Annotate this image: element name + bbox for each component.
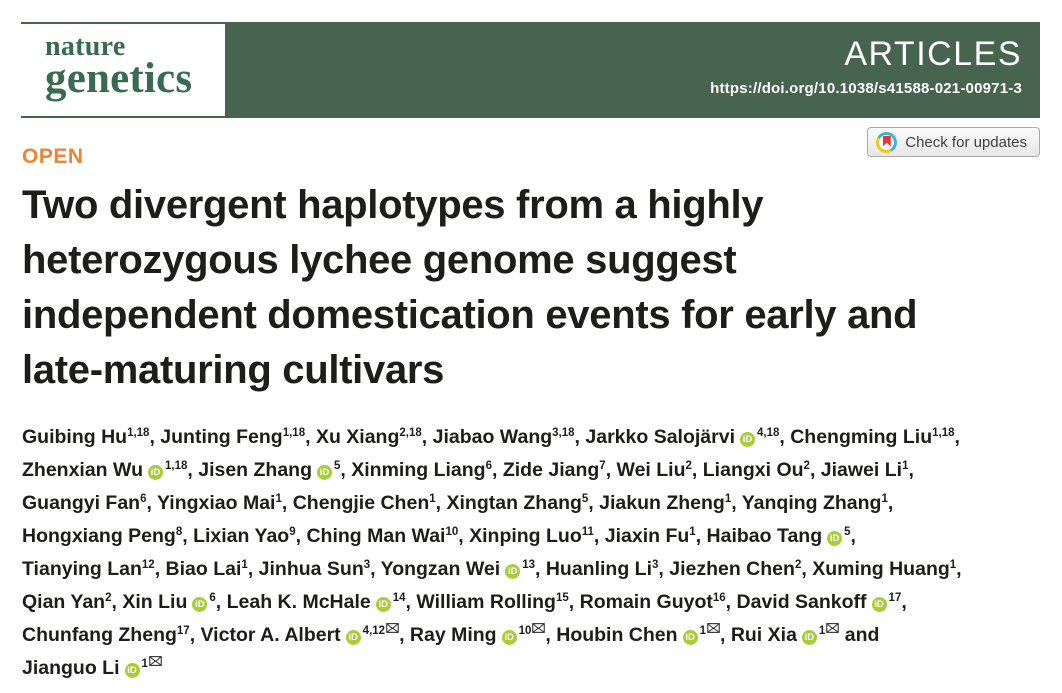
author <box>22 558 166 580</box>
author-name: Xu Xiang <box>315 426 400 448</box>
author-affiliation-superscript: 1 <box>429 493 436 505</box>
author-name: Rui Xia <box>730 624 797 646</box>
author-separator: , <box>340 459 352 481</box>
author <box>410 624 556 646</box>
author-affiliation-superscript: 2 <box>685 460 692 472</box>
author-line <box>22 553 1058 586</box>
author-affiliation-superscript: 2 <box>803 460 810 472</box>
author-affiliation-superscript: 2,18 <box>399 427 422 439</box>
author <box>201 624 410 646</box>
author-name: Jiakun Zheng <box>599 492 725 514</box>
author-separator: , <box>435 492 447 514</box>
title-line: late-maturing cultivars <box>22 348 445 392</box>
orcid-icon[interactable]: iD <box>317 465 332 480</box>
author-affiliation-superscript: 1 <box>141 658 148 670</box>
author-separator: , <box>187 459 199 481</box>
author <box>617 459 703 481</box>
author-name: Ching Man Wai <box>306 525 446 547</box>
author-name: Jinhua Sun <box>258 558 364 580</box>
journal-banner <box>21 22 1040 118</box>
author-separator: , <box>658 558 670 580</box>
author-name: Guibing Hu <box>22 426 128 448</box>
author-name: Qian Yan <box>22 591 106 613</box>
author-name: Yanqing Zhang <box>741 492 882 514</box>
author-name: Xingtan Zhang <box>446 492 582 514</box>
author-separator: , <box>809 459 821 481</box>
author-affiliation-superscript: 7 <box>599 460 606 472</box>
author-affiliation-superscript: 3,18 <box>552 427 575 439</box>
orcid-icon[interactable]: iD <box>376 597 391 612</box>
author-separator: , <box>695 525 707 547</box>
orcid-icon[interactable]: iD <box>505 564 520 579</box>
author-separator: , <box>908 459 914 481</box>
author <box>433 426 586 448</box>
author-separator: , <box>691 459 703 481</box>
author-affiliation-superscript: 1 <box>241 559 248 571</box>
author <box>293 492 447 514</box>
author-name: Jiezhen Chen <box>669 558 795 580</box>
journal-logo <box>21 24 225 116</box>
author <box>22 525 193 547</box>
author-separator: , <box>305 426 316 448</box>
author-separator: , <box>605 459 617 481</box>
author-line <box>22 619 1058 652</box>
author-affiliation-superscript: 15 <box>555 592 569 604</box>
check-for-updates-button[interactable] <box>867 127 1040 157</box>
author-affiliation-superscript: 1 <box>689 526 696 538</box>
author-name: Jianguo Li <box>22 657 120 679</box>
author-name: Jiabao Wang <box>432 426 553 448</box>
author-separator: , <box>568 591 580 613</box>
author <box>22 657 162 679</box>
author <box>381 558 546 580</box>
author-separator: , <box>574 426 586 448</box>
author-name: Victor A. Albert <box>200 624 341 646</box>
author-line <box>22 487 1058 520</box>
author-separator: , <box>534 558 546 580</box>
author <box>821 459 914 481</box>
author-affiliation-superscript: 1 <box>699 625 706 637</box>
author <box>503 459 617 481</box>
orcid-icon[interactable]: iD <box>740 432 755 447</box>
author-line <box>22 454 1058 487</box>
author-affiliation-superscript: 4,18 <box>756 427 780 439</box>
author-name: Biao Lai <box>165 558 242 580</box>
author-name: Zhenxian Wu <box>22 459 143 481</box>
author <box>22 624 201 646</box>
section-label: ARTICLES <box>844 35 1022 73</box>
author-name: Liangxi Ou <box>702 459 804 481</box>
author-affiliation-superscript: 8 <box>175 526 183 538</box>
check-for-updates-label: Check for updates <box>905 133 1027 151</box>
author-name: Xinming Liang <box>351 459 486 481</box>
author-affiliation-superscript: 5 <box>581 493 589 505</box>
author-affiliation-superscript: 1,18 <box>282 427 306 439</box>
author-name: Jisen Zhang <box>198 459 312 481</box>
open-access-label: OPEN <box>22 145 84 168</box>
author-affiliation-superscript: 5 <box>844 526 851 538</box>
author <box>703 459 821 481</box>
author <box>585 426 790 448</box>
author-name: Xuming Huang <box>812 558 950 580</box>
author <box>812 558 961 580</box>
author-affiliation-superscript: 3 <box>363 559 371 571</box>
author <box>446 492 599 514</box>
author <box>166 558 259 580</box>
author-name: Jiaxin Fu <box>604 525 690 547</box>
author-affiliation-superscript: 12 <box>141 559 155 571</box>
author-separator: , <box>545 624 557 646</box>
author-affiliation-superscript: 1 <box>881 493 888 505</box>
author-affiliation-superscript: 6 <box>140 493 147 505</box>
author <box>556 624 731 646</box>
author-affiliation-superscript: 6 <box>485 460 492 472</box>
author <box>306 525 469 547</box>
author-separator: , <box>247 558 259 580</box>
orcid-icon[interactable]: iD <box>872 597 887 612</box>
title-line: Two divergent haplotypes from a highly <box>22 183 764 227</box>
author <box>605 525 707 547</box>
author-separator: and <box>839 624 880 646</box>
author-separator: , <box>725 591 737 613</box>
author-name: Yongzan Wei <box>380 558 501 580</box>
author-list <box>22 421 1058 685</box>
author-separator: , <box>146 492 157 514</box>
email-icon[interactable] <box>707 623 720 633</box>
author <box>259 558 381 580</box>
author-separator: , <box>215 591 227 613</box>
author-name: William Rolling <box>416 591 556 613</box>
author <box>193 525 306 547</box>
author <box>416 591 579 613</box>
orcid-icon[interactable]: iD <box>827 531 842 546</box>
author-name: Haibao Tang <box>706 525 823 547</box>
author-affiliation-superscript: 11 <box>581 526 594 538</box>
doi-link[interactable]: https://doi.org/10.1038/s41588-021-00971-3 <box>710 80 1022 97</box>
author-separator: , <box>956 558 962 580</box>
orcid-icon[interactable]: iD <box>346 630 361 645</box>
author-name: David Sankoff <box>736 591 867 613</box>
author-separator: , <box>458 525 470 547</box>
author <box>122 591 226 613</box>
author-affiliation-superscript: 6 <box>209 592 216 604</box>
author-affiliation-superscript: 1,18 <box>932 427 955 439</box>
author <box>707 525 856 547</box>
author-affiliation-superscript: 2 <box>105 592 112 604</box>
author-name: Tianying Lan <box>22 558 142 580</box>
author-separator: , <box>182 525 194 547</box>
author-affiliation-superscript: 1,18 <box>127 427 150 439</box>
author-separator: , <box>189 624 201 646</box>
banner-right <box>710 34 1022 97</box>
author-affiliation-superscript: 16 <box>712 592 726 604</box>
author-affiliation-superscript: 4,12 <box>362 625 386 637</box>
author-separator: , <box>901 591 907 613</box>
author-separator: , <box>111 591 123 613</box>
author-separator: , <box>492 459 503 481</box>
author-name: Lixian Yao <box>193 525 290 547</box>
author-name: Chengming Liu <box>790 426 933 448</box>
author-name: Guangyi Fan <box>22 492 141 514</box>
author-affiliation-superscript: 17 <box>176 625 190 637</box>
author-separator: , <box>399 624 410 646</box>
email-icon[interactable] <box>532 623 545 633</box>
author <box>546 558 669 580</box>
author <box>742 492 894 514</box>
author-separator: , <box>370 558 381 580</box>
orcid-icon[interactable]: iD <box>802 630 817 645</box>
author-affiliation-superscript: 1,18 <box>164 460 188 472</box>
title-line: heterozygous lychee genome suggest <box>22 238 737 282</box>
author-name: Junting Feng <box>160 426 283 448</box>
author-affiliation-superscript: 1 <box>724 493 732 505</box>
author-affiliation-superscript: 1 <box>949 559 957 571</box>
author-separator: , <box>850 525 856 547</box>
author <box>790 426 960 448</box>
author-separator: , <box>405 591 417 613</box>
email-icon[interactable] <box>149 656 162 666</box>
author-name: Chengjie Chen <box>292 492 430 514</box>
author-affiliation-superscript: 1 <box>818 625 826 637</box>
author <box>469 525 605 547</box>
author-separator: , <box>887 492 894 514</box>
article-title <box>22 178 1040 398</box>
author <box>599 492 742 514</box>
author-name: Huanling Li <box>545 558 652 580</box>
author-name: Jiawei Li <box>820 459 903 481</box>
author-affiliation-superscript: 10 <box>445 526 459 538</box>
author <box>160 426 316 448</box>
author-name: Jarkko Salojärvi <box>585 426 735 448</box>
author-name: Chunfang Zheng <box>22 624 177 646</box>
orcid-icon[interactable]: iD <box>148 465 163 480</box>
author-affiliation-superscript: 5 <box>334 460 341 472</box>
author <box>22 492 157 514</box>
author-affiliation-superscript: 10 <box>518 625 532 637</box>
author-affiliation-superscript: 3 <box>651 559 659 571</box>
author-name: Hongxiang Peng <box>22 525 176 547</box>
crossmark-ribbon <box>883 136 891 147</box>
author <box>737 591 907 613</box>
author <box>22 459 198 481</box>
author <box>351 459 503 481</box>
author <box>731 624 880 646</box>
author <box>316 426 433 448</box>
author-separator: , <box>588 492 600 514</box>
journal-name-line2: genetics <box>45 55 193 102</box>
author-name: Ray Ming <box>409 624 497 646</box>
author-name: Wei Liu <box>616 459 686 481</box>
author <box>22 426 160 448</box>
author-separator: , <box>779 426 791 448</box>
orcid-icon[interactable]: iD <box>502 630 517 645</box>
crossmark-icon-inner <box>879 135 894 150</box>
author <box>198 459 351 481</box>
author-line <box>22 421 1058 454</box>
author-separator: , <box>954 426 960 448</box>
author <box>22 591 122 613</box>
author-name: Romain Guyot <box>579 591 713 613</box>
orcid-icon[interactable]: iD <box>192 597 207 612</box>
email-icon[interactable] <box>386 623 399 633</box>
author-separator: , <box>801 558 813 580</box>
author-affiliation-superscript: 2 <box>794 559 802 571</box>
author-separator: , <box>281 492 293 514</box>
author-separator: , <box>421 426 433 448</box>
email-icon[interactable] <box>826 623 839 633</box>
author-affiliation-superscript: 9 <box>289 526 296 538</box>
author-affiliation-superscript: 13 <box>522 559 535 571</box>
author-name: Houbin Chen <box>556 624 678 646</box>
author <box>580 591 737 613</box>
author-affiliation-superscript: 1 <box>902 460 909 472</box>
author-affiliation-superscript: 1 <box>275 493 282 505</box>
author-name: Xin Liu <box>122 591 188 613</box>
author-name: Yingxiao Mai <box>157 492 276 514</box>
author-separator: , <box>593 525 605 547</box>
author <box>227 591 417 613</box>
orcid-icon[interactable]: iD <box>683 630 698 645</box>
author-line <box>22 520 1058 553</box>
author-separator: , <box>154 558 166 580</box>
author <box>157 492 293 514</box>
author-separator: , <box>149 426 161 448</box>
author-affiliation-superscript: 17 <box>888 592 902 604</box>
title-line: independent domestication events for early and <box>22 293 918 337</box>
author <box>669 558 812 580</box>
author-affiliation-superscript: 14 <box>392 592 406 604</box>
author-separator: , <box>719 624 731 646</box>
author-name: Leah K. McHale <box>226 591 371 613</box>
orcid-icon[interactable]: iD <box>125 663 140 678</box>
author-line <box>22 586 1058 619</box>
author-separator: , <box>731 492 742 514</box>
author-name: Zide Jiang <box>502 459 600 481</box>
author-name: Xinping Luo <box>469 525 582 547</box>
journal-name-line1: nature <box>45 31 126 62</box>
crossmark-icon <box>876 132 897 153</box>
author-separator: , <box>295 525 307 547</box>
author-line <box>22 652 1058 685</box>
